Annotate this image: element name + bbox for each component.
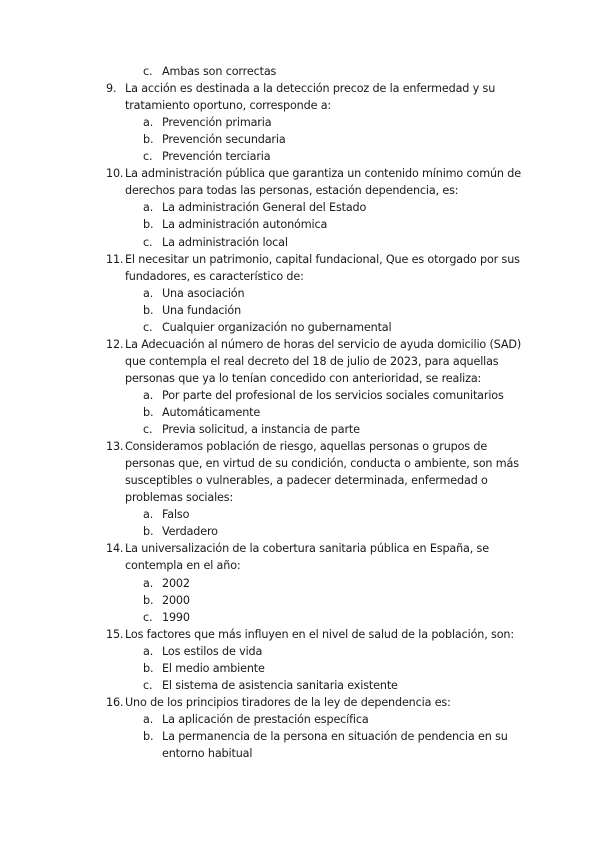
option-letter: a. (143, 576, 154, 590)
question-text: Uno de los principios tiradores de la ley de dependencia es: (125, 695, 451, 709)
option-text: 2000 (162, 593, 190, 607)
option-letter: c. (143, 65, 153, 78)
question-number: 14. (106, 542, 124, 556)
question-text: Consideramos población de riesgo, aquellas personas o grupos de (125, 440, 488, 454)
option-letter: c. (143, 610, 153, 624)
question-text: susceptibles o vulnerables, a padecer determinada, enfermedad o (125, 474, 488, 488)
option-letter: c. (143, 678, 153, 692)
option-text: 2002 (162, 576, 190, 590)
option-letter: a. (143, 712, 154, 726)
question-number: 16. (106, 695, 124, 709)
option-text: Verdadero (162, 525, 218, 539)
option-letter: b. (143, 661, 154, 675)
option-text: Cualquier organización no gubernamental (162, 320, 392, 334)
option-letter: c. (143, 320, 153, 334)
option-text: La administración General del Estado (162, 201, 367, 215)
option-letter: b. (143, 525, 154, 539)
option-letter: b. (143, 406, 154, 419)
option-letter: a. (143, 201, 154, 215)
option-text: Ambas son correctas (162, 65, 277, 78)
option-letter: c. (143, 235, 153, 249)
option-text: Una asociación (162, 286, 245, 300)
question-text: contempla en el año: (125, 559, 241, 573)
option-text: 1990 (162, 610, 190, 624)
option-text: Falso (162, 508, 190, 522)
option-letter: c. (143, 150, 153, 164)
question-text: que contempla el real decreto del 18 de julio de 2023, para aquellas (125, 354, 499, 368)
option-letter: b. (143, 218, 154, 232)
question-text: Los factores que más influyen en el nivel de salud de la población, son: (125, 627, 514, 641)
question-number: 9. (106, 82, 117, 96)
option-text: entorno habitual (162, 747, 253, 760)
question-text: La administración pública que garantiza un contenido mínimo común de (125, 167, 521, 181)
question-text: El necesitar un patrimonio, capital fundacional, Que es otorgado por sus (125, 252, 520, 266)
option-letter: b. (143, 133, 154, 147)
option-text: Prevención primaria (162, 116, 272, 130)
question-number: 13. (106, 440, 124, 454)
question-number: 15. (106, 627, 124, 641)
option-text: La administración local (162, 235, 288, 249)
option-letter: c. (143, 423, 153, 437)
question-text: La Adecuación al número de horas del servicio de ayuda domicilio (SAD) (125, 337, 522, 351)
option-text: La aplicación de prestación específica (162, 712, 369, 726)
option-text: El medio ambiente (162, 661, 265, 675)
question-text: personas que, en virtud de su condición, conducta o ambiente, son más (125, 457, 519, 471)
question-text: La universalización de la cobertura sanitaria pública en España, se (125, 542, 489, 556)
option-text: Previa solicitud, a instancia de parte (162, 423, 360, 437)
option-text: La permanencia de la persona en situación de pendencia en su (162, 729, 508, 743)
question-number: 10. (106, 167, 124, 181)
question-text: fundadores, es característico de: (125, 269, 304, 283)
option-letter: b. (143, 729, 154, 743)
question-text: tratamiento oportuno, corresponde a: (125, 99, 332, 113)
option-letter: a. (143, 508, 154, 522)
option-letter: a. (143, 286, 154, 300)
option-letter: a. (143, 116, 154, 130)
question-text: problemas sociales: (125, 491, 234, 505)
option-text: Prevención terciaria (162, 150, 271, 164)
question-text: La acción es destinada a la detección precoz de la enfermedad y su (125, 82, 496, 96)
option-letter: a. (143, 644, 154, 658)
question-number: 12. (106, 337, 124, 351)
option-letter: b. (143, 593, 154, 607)
option-text: Los estilos de vida (162, 644, 263, 658)
option-text: La administración autonómica (162, 218, 328, 232)
question-text: derechos para todas las personas, estación dependencia, es: (125, 184, 459, 198)
option-text: Automáticamente (162, 406, 261, 419)
option-text: El sistema de asistencia sanitaria existente (162, 678, 398, 692)
question-text: personas que ya lo tenían concedido con anterioridad, se realiza: (125, 371, 482, 385)
question-number: 11. (106, 252, 124, 266)
option-letter: b. (143, 303, 154, 317)
option-text: Por parte del profesional de los servicios sociales comunitarios (162, 388, 504, 402)
option-text: Prevención secundaria (162, 133, 286, 147)
option-text: Una fundación (162, 303, 242, 317)
option-letter: a. (143, 388, 154, 402)
